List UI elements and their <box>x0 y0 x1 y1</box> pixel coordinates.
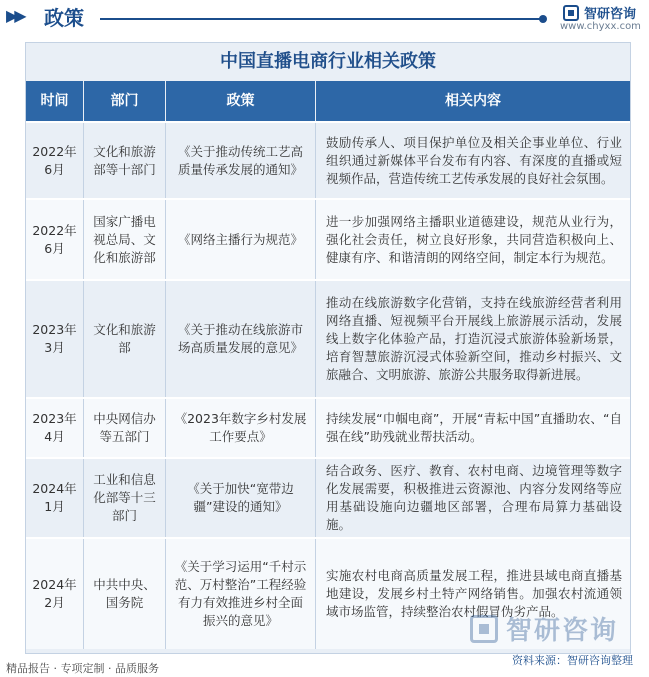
watermark-logo-icon <box>470 615 498 643</box>
cell-dept: 文化和旅游部 <box>84 281 166 397</box>
footer-source: 资料来源：智研咨询整理 <box>512 654 633 667</box>
cell-time: 2023年3月 <box>26 281 84 397</box>
column-header-time: 时间 <box>26 81 84 121</box>
table-row <box>26 279 630 397</box>
cell-dept: 国家广播电视总局、文化和旅游部 <box>84 200 166 279</box>
cell-dept: 中共中央、国务院 <box>84 539 166 649</box>
table-header <box>26 81 630 121</box>
cell-time: 2022年6月 <box>26 200 84 279</box>
brand-logo <box>563 3 636 22</box>
title-divider <box>100 18 545 20</box>
cell-policy: 《关于加快“宽带边疆”建设的通知》 <box>166 459 316 537</box>
cell-content: 实施农村电商高质量发展工程，推进县域电商直播基地建设，发展乡村土特产网络销售。加强农村流通领域市场监管，持续整治农村假冒伪劣产品。 <box>326 568 622 619</box>
double-chevron-icon: ▶▶ <box>6 6 23 25</box>
column-header-content: 相关内容 <box>445 93 501 109</box>
table-row <box>26 457 630 537</box>
cell-dept: 中央网信办等五部门 <box>84 399 166 457</box>
watermark <box>470 610 618 647</box>
cell-policy: 《关于学习运用“千村示范、万村整治”工程经验有力有效推进乡村全面振兴的意见》 <box>166 539 316 649</box>
policy-table <box>25 42 631 654</box>
brand-logo-icon <box>563 5 579 21</box>
cell-time: 2023年4月 <box>26 399 84 457</box>
table-row <box>26 198 630 279</box>
cell-content: 推动在线旅游数字化营销，支持在线旅游经营者利用网络直播、短视频平台开展线上旅游展示活动，发展线上数字化体验产品，打造沉浸式旅游体验新场景，培育智慧旅游沉浸式体验新空间，推动乡村振兴、文旅融合、文明旅游、旅游公共服务取得新进展。 <box>326 295 622 382</box>
table-body <box>26 121 630 649</box>
brand-name: 智研咨询 <box>584 7 637 22</box>
cell-time: 2024年1月 <box>26 459 84 537</box>
cell-time: 2022年6月 <box>26 123 84 198</box>
cell-dept: 文化和旅游部等十部门 <box>84 123 166 198</box>
watermark-text: 智研咨询 <box>506 616 619 646</box>
cell-content: 进一步加强网络主播职业道德建设，规范从业行为，强化社会责任，树立良好形象，共同营造积极向上、健康有序、和谐清朗的网络空间，制定本行为规范。 <box>326 213 622 265</box>
top-bar <box>0 0 649 36</box>
cell-policy: 《关于推动在线旅游市场高质量发展的意见》 <box>166 281 316 397</box>
cell-content: 持续发展“巾帼电商”，开展“青耘中国”直播助农、“自强在线”助残就业帮扶活动。 <box>326 411 622 444</box>
cell-policy: 《网络主播行为规范》 <box>166 200 316 279</box>
site-url: www.chyxx.com <box>560 21 641 32</box>
cell-policy: 《2023年数字乡村发展工作要点》 <box>166 399 316 457</box>
cell-time: 2024年2月 <box>26 539 84 649</box>
cell-dept: 工业和信息化部等十三部门 <box>84 459 166 537</box>
cell-policy: 《关于推动传统工艺高质量传承发展的通知》 <box>166 123 316 198</box>
table-row <box>26 397 630 457</box>
footer-slogan: 精品报告 · 专项定制 · 品质服务 <box>6 662 159 675</box>
column-header-policy: 政策 <box>166 81 316 121</box>
column-header-dept: 部门 <box>84 81 166 121</box>
table-title: 中国直播电商行业相关政策 <box>220 51 436 72</box>
cell-content: 鼓励传承人、项目保护单位及相关企事业单位、行业组织通过新媒体平台发布有内容、有深度的直播或短视频作品，营造传统工艺传承发展的良好社会氛围。 <box>326 134 622 186</box>
table-row <box>26 121 630 198</box>
section-title: 政策 <box>44 6 84 30</box>
cell-content: 结合政务、医疗、教育、农村电商、边境管理等数字化发展需要，积极推进云资源池、内容分发网络等应用基础设施向边疆地区部署，合理布局算力基础设施。 <box>326 463 622 532</box>
